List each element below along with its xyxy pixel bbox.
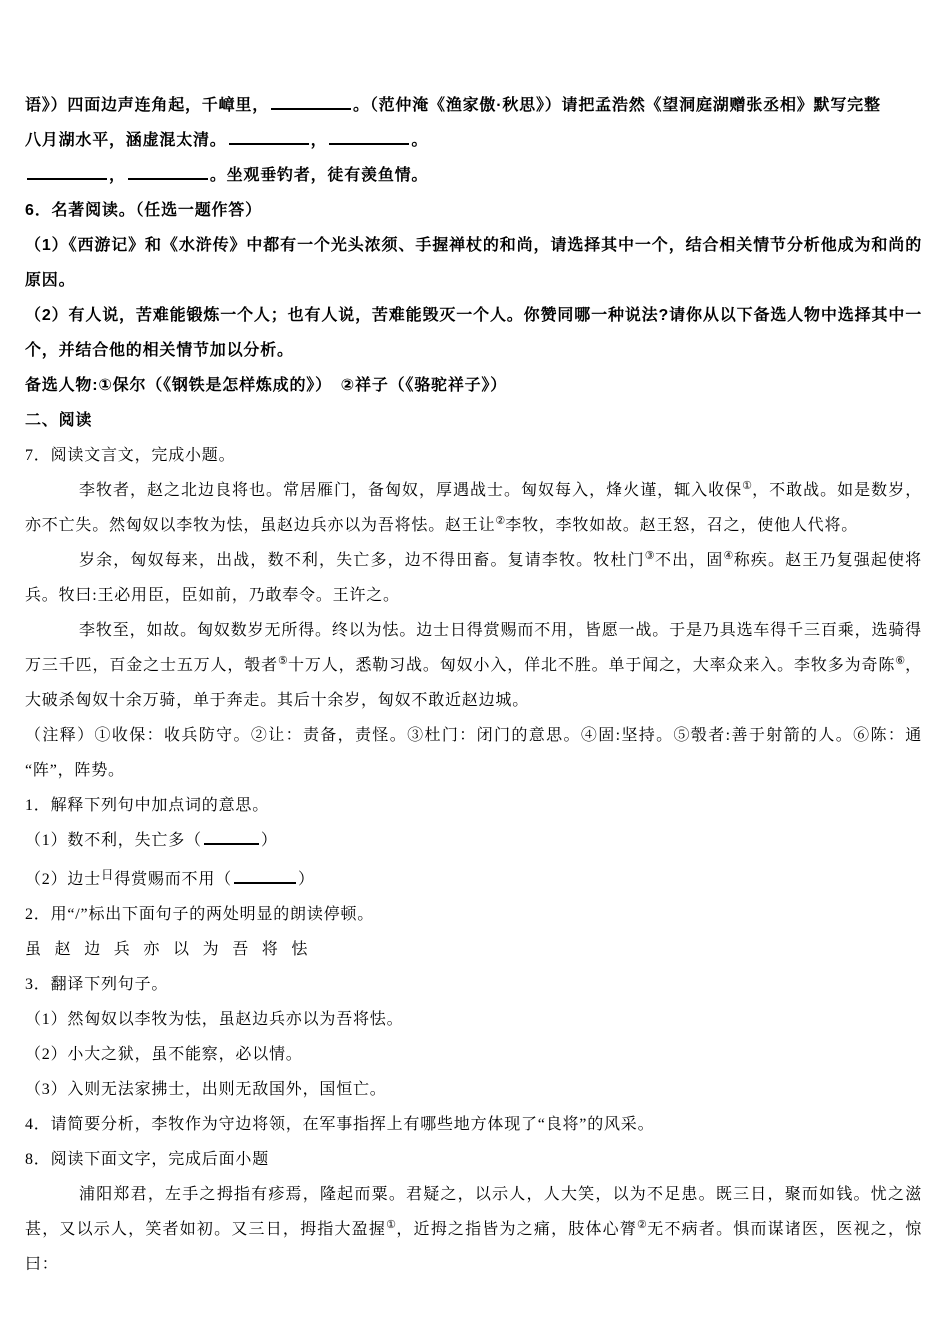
passage-text: ，近拇之指皆为之痛，肢体心膂 [396,1221,638,1238]
footnote-marker: ② [495,515,506,527]
question-text: （1）数不利，失亡多（ [25,832,202,849]
dictation-text: 语》）四面边声连角起，千嶂里， [25,97,270,114]
footnote-marker: ⑤ [278,655,288,667]
answer-blank [128,163,208,180]
q8-passage-paragraph-1 [25,1177,922,1282]
passage-text: 岁余，匈奴每来，出战，数不利，失亡多，边不得田畜。复请李牧。牧杜门 [79,552,645,569]
q7-sub1-item-2 [25,858,922,897]
q7-passage-paragraph-1 [25,473,922,543]
passage-text: 李牧者，赵之北边良将也。常居雁门，备匈奴，厚遇战士。匈奴每入，烽火谨，辄入收保 [79,482,743,499]
q7-passage-notes: （注释）①收保：收兵防守。②让：责备，责怪。③杜门：闭门的意思。④固:坚持。⑤彀者:善于射箭的人。⑥陈：通“阵”，阵势。 [25,727,922,779]
question-6-item-2: （2）有人说，苦难能锻炼一个人；也有人说，苦难能毁灭一个人。你赞同哪一种说法?请你从以下备选人物中选择其中一个，并结合他的相关情节加以分析。 [25,307,922,359]
question-6-item-1: （1）《西游记》和《水浒传》中都有一个光头浓须、手握禅杖的和尚，请选择其中一个，结合相关情节分析他成为和尚的原因。 [25,237,922,289]
q7-sub3-item-3: （3）入则无法家拂士，出则无敌国外，国恒亡。 [25,1081,387,1098]
footnote-marker: ① [742,480,753,492]
question-text: 得赏赐而不用（ [114,871,232,888]
footnote-marker: ⑥ [895,655,906,667]
punctuation: ， [109,167,126,184]
dictation-text: 。（范仲淹《渔家傲·秋思》）请把孟浩然《望洞庭湖赠张丞相》默写完整 [353,97,881,114]
passage-text: 不出，固 [654,552,724,569]
dictation-line-2 [25,123,922,158]
passage-text: 浦阳郑君，左手之拇指有疹焉，隆起而粟。君疑之，以示人，人大笑，以为不足患。既三日，聚而如钱。忧之滋甚，又以示人，笑者如初。又三日，拇指大盈握 [25,1186,922,1238]
question-7-title: 7．阅读文言文，完成小题。 [25,447,236,464]
section-2-heading: 二、阅读 [25,412,93,429]
q7-sub1-title: 1．解释下列句中加点词的意思。 [25,797,270,814]
answer-blank [27,163,107,180]
emphasized-word: 日 [101,868,115,882]
q7-passage-paragraph-3 [25,613,922,718]
punctuation: 。 [411,132,429,149]
passage-text: 十万人，悉勒习战。匈奴小入，佯北不胜。单于闻之，大率众来入。李牧多为奇陈 [287,657,896,674]
passage-text: 无不病者。惧而谋诸医，医视之，惊曰： [25,1221,922,1273]
footnote-marker: ② [637,1219,648,1231]
q7-sub3-item-2: （2）小大之狱，虽不能察，必以情。 [25,1046,303,1063]
dictation-text: 。坐观垂钓者，徒有羡鱼情。 [209,167,429,184]
passage-text: 李牧，李牧如故。赵王怒，召之，使他人代将。 [505,517,859,534]
question-6-candidates: 备选人物:①保尔（《钢铁是怎样炼成的》） ②祥子（《骆驼祥子》） [25,377,508,394]
question-8-title: 8．阅读下面文字，完成后面小题 [25,1151,270,1168]
q7-sub2-title: 2．用“/”标出下面句子的两处明显的朗读停顿。 [25,906,375,923]
q7-sub2-sentence: 虽 赵 边 兵 亦 以 为 吾 将 怯 [25,941,309,958]
answer-blank [204,828,259,845]
q7-passage-paragraph-2 [25,543,922,613]
question-text: ） [297,871,315,888]
q7-sub4-title: 4．请简要分析，李牧作为守边将领，在军事指挥上有哪些地方体现了“良将”的风采。 [25,1116,655,1133]
footnote-marker: ④ [723,550,734,562]
footnote-marker: ① [386,1219,397,1231]
question-text: ） [260,832,278,849]
passage-text: 称疾。赵王乃复强起使将兵。牧曰:王必用臣，臣如前，乃敢奉令。王许之。 [25,552,922,604]
passage-text: ，大破杀匈奴十余万骑，单于奔走。其后十余岁，匈奴不敢近赵边城。 [25,657,922,709]
q7-sub1-item-1 [25,823,922,858]
dictation-line-1 [25,88,922,123]
passage-text: ，不敢战。如是数岁，亦不亡失。然匈奴以李牧为怯，虽赵边兵亦以为吾将怯。赵王让 [25,482,922,534]
dictation-line-3 [25,158,922,193]
q7-sub3-item-1: （1）然匈奴以李牧为怯，虽赵边兵亦以为吾将怯。 [25,1011,404,1028]
answer-blank [234,867,296,884]
answer-blank [271,93,351,110]
footnote-marker: ③ [644,550,655,562]
question-text: （2）边士 [25,871,102,888]
answer-blank [229,128,309,145]
passage-text: 李牧至，如故。匈奴数岁无所得。终以为怯。边士日得赏赐而不用，皆愿一战。于是乃具选车得千三百乘，选骑得万三千匹，百金之士五万人，彀者 [25,622,922,674]
q7-sub3-title: 3．翻译下列句子。 [25,976,169,993]
question-6-title: 6．名著阅读。（任选一题作答） [25,202,262,219]
dictation-text: 八月湖水平，涵虚混太清。 [25,132,227,149]
punctuation: ， [310,132,328,149]
answer-blank [329,128,409,145]
